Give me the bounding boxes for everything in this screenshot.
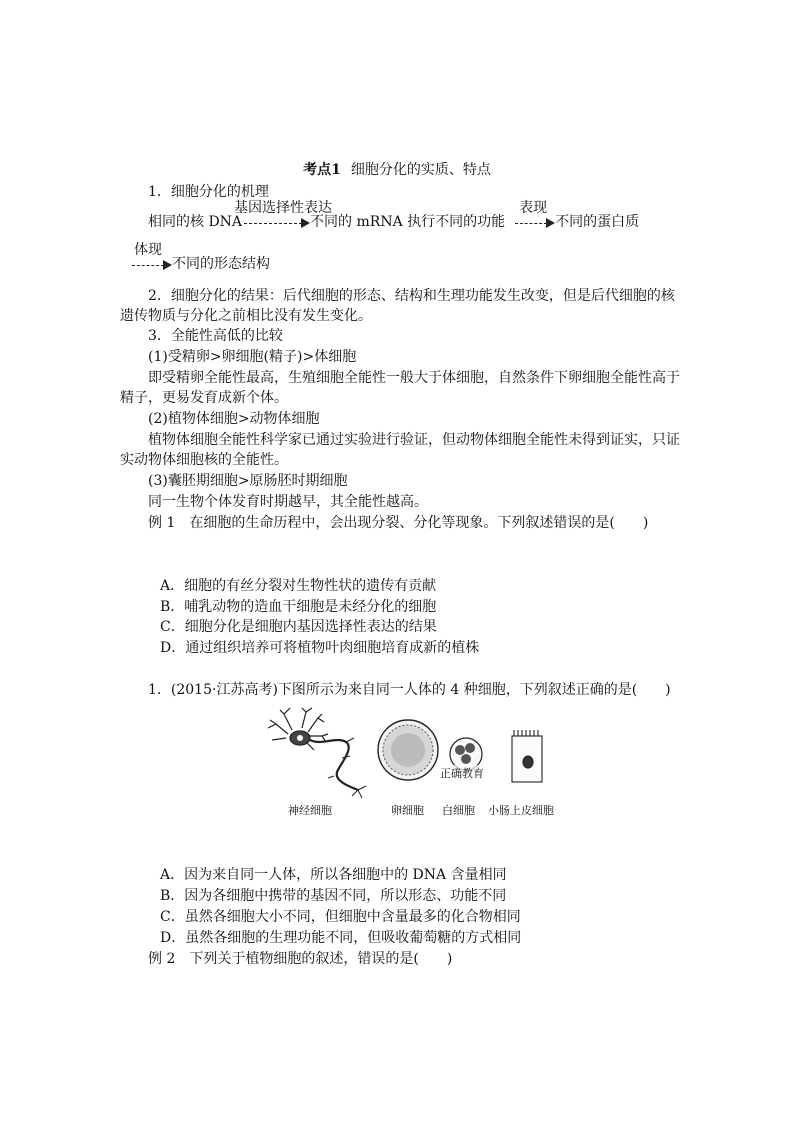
caption-intestinal-cell: 小肠上皮细胞 xyxy=(488,804,554,817)
ex2-stem: 例 2 下列关于植物细胞的叙述，错误的是( ) xyxy=(148,951,453,967)
q1-option-b: B．因为各细胞中携带的基因不同，所以形态、功能不同 xyxy=(160,888,507,904)
cell-figure xyxy=(262,706,562,818)
arrow-2-label: 表现 xyxy=(519,200,548,216)
ex1-option-b: B．哺乳动物的造血干细胞是未经分化的细胞 xyxy=(160,599,437,615)
flow-text-2: 不同的 mRNA 执行不同的功能 xyxy=(310,214,506,230)
watermark: 正确教育 xyxy=(440,767,484,780)
arrow-head-icon xyxy=(301,218,310,228)
q1-option-c: C．虽然各细胞大小不同，但细胞中含量最多的化合物相同 xyxy=(160,909,521,925)
q1-option-a: A．因为来自同一人体，所以各细胞中的 DNA 含量相同 xyxy=(160,867,507,883)
s3-p3-line1: 同一生物个体发育时期越早，其全能性越高。 xyxy=(148,494,428,510)
s1-flow-line2 xyxy=(130,242,270,274)
cell-illustrations xyxy=(262,706,562,802)
ex1-option-d: D．通过组织培养可将植物叶肉细胞培育成新的植株 xyxy=(160,640,480,656)
section-title-text: 细胞分化的实质、特点 xyxy=(350,162,491,178)
s3-p2-line2: 实动物体细胞核的全能性。 xyxy=(120,452,288,468)
flow-text-3: 不同的蛋白质 xyxy=(555,214,640,230)
s3-p1-line1: 即受精卵全能性最高，生殖细胞全能性一般大于体细胞，自然条件下卵细胞全能性高于 xyxy=(148,370,680,386)
s3-p3-title: (3)囊胚期细胞>原肠胚时期细胞 xyxy=(148,473,348,489)
s3-p1-line2: 精子，更易发育成新个体。 xyxy=(120,390,288,406)
caption-egg: 卵细胞 xyxy=(391,804,424,817)
arrow-head-icon xyxy=(546,218,555,228)
ex1-stem: 例 1 在细胞的生命历程中，会出现分裂、分化等现象。下列叙述错误的是( ) xyxy=(148,515,649,531)
intestinal-epithelial-cell-drawing xyxy=(512,730,542,782)
arrow-3 xyxy=(130,242,172,274)
s3-p2-title: (2)植物体细胞>动物体细胞 xyxy=(148,411,320,427)
arrow-head-icon xyxy=(163,260,172,270)
arrow-3-label: 体现 xyxy=(134,242,162,258)
s3-heading: 3．全能性高低的比较 xyxy=(148,328,283,344)
egg-cell-drawing xyxy=(378,720,438,780)
section-label: 考点1 xyxy=(303,162,341,178)
q1-option-d: D．虽然各细胞的生理功能不同，但吸收葡萄糖的方式相同 xyxy=(160,930,522,946)
caption-neuron: 神经细胞 xyxy=(288,804,332,817)
arrow-1-label: 基因选择性表达 xyxy=(234,200,333,216)
s1-heading: 1．细胞分化的机理 xyxy=(148,184,269,200)
ex1-option-c: C．细胞分化是细胞内基因选择性表达的结果 xyxy=(160,619,437,635)
s2-line1: 2．细胞分化的结果：后代细胞的形态、结构和生理功能发生改变，但是后代细胞的核 xyxy=(148,288,675,304)
s1-flow-line1 xyxy=(148,200,640,232)
neuron-cell-drawing xyxy=(268,708,366,798)
caption-white-blood-cell: 白细胞 xyxy=(442,804,475,817)
s3-p2-line1: 植物体细胞全能性科学家已通过实验进行验证，但动物体细胞全能性未得到证实，只证 xyxy=(148,432,680,448)
arrow-1 xyxy=(234,200,333,232)
arrow-2 xyxy=(513,200,555,232)
flow-text-4: 不同的形态结构 xyxy=(172,256,270,272)
flow-text-1: 相同的核 DNA xyxy=(148,214,243,230)
s2-line2: 遗传物质与分化之前相比没有发生变化。 xyxy=(120,308,372,324)
section-title xyxy=(0,160,794,180)
s3-p1-title: (1)受精卵>卵细胞(精子)>体细胞 xyxy=(148,349,357,365)
ex1-option-a: A．细胞的有丝分裂对生物性状的遗传有贡献 xyxy=(160,578,437,594)
q1-stem: 1．(2015·江苏高考)下图所示为来自同一人体的 4 种细胞，下列叙述正确的是( ) xyxy=(148,682,671,698)
